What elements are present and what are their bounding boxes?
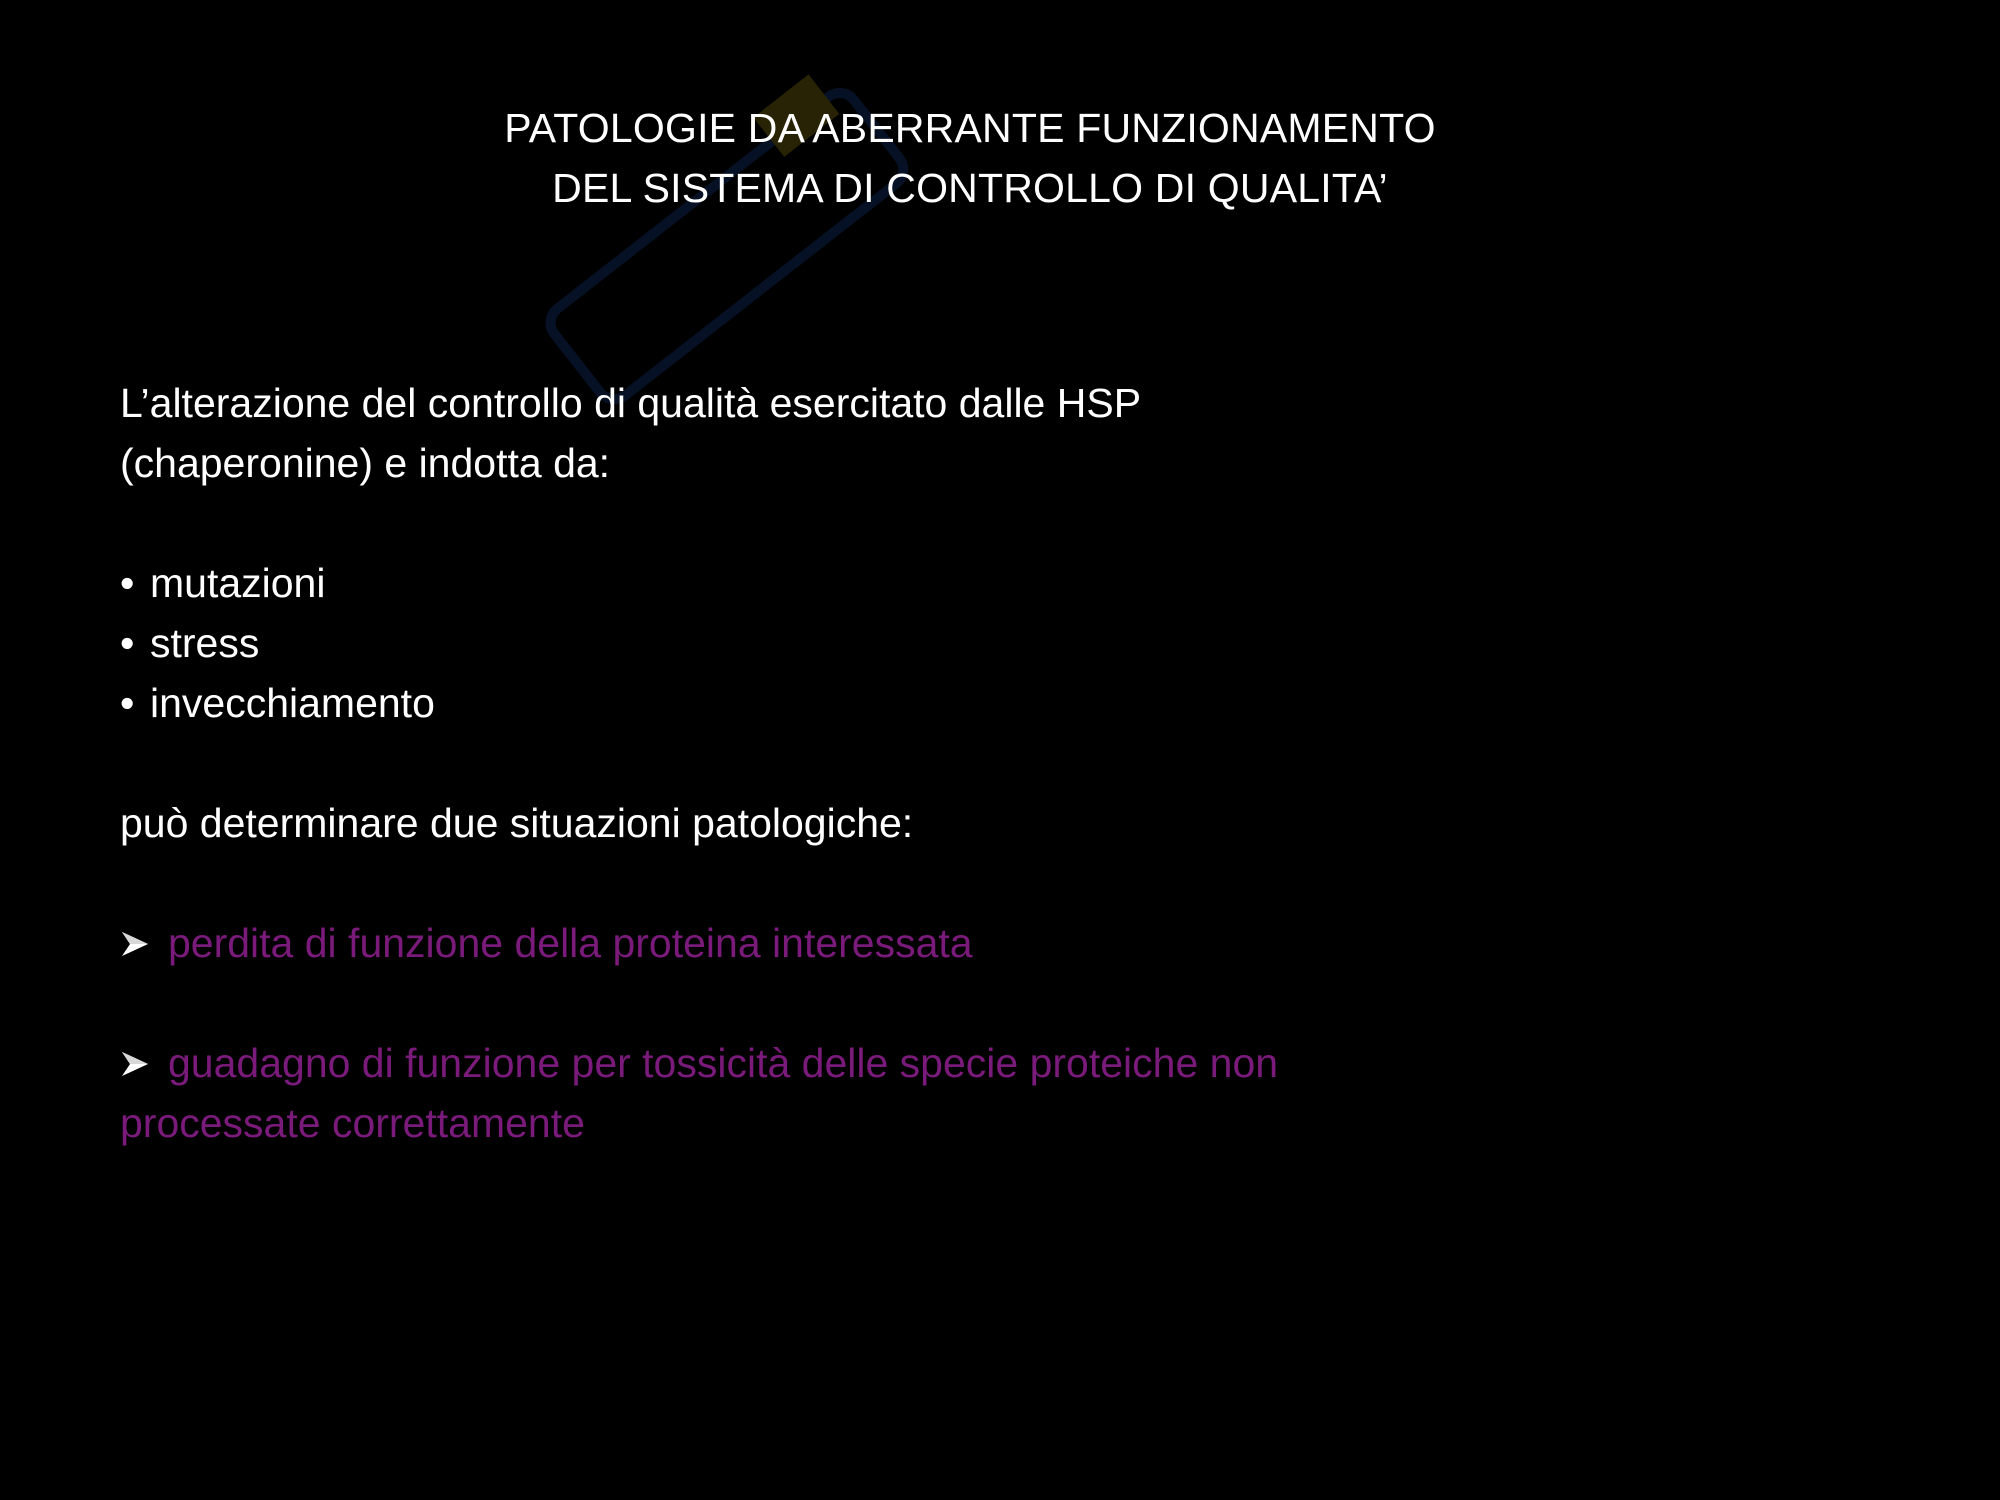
title-line-1: PATOLOGIE DA ABERRANTE FUNZIONAMENTO <box>504 105 1436 151</box>
bullet-icon: • <box>120 620 135 666</box>
outcome-label: guadagno di funzione per tossicità delle specie proteiche non <box>168 1040 1279 1086</box>
intro-line-1: L’alterazione del controllo di qualità esercitato dalle HSP <box>120 380 1142 426</box>
bullet-label: stress <box>150 620 260 666</box>
outcome-item-2 <box>120 1033 1880 1093</box>
bullet-item <box>120 613 1880 673</box>
bullet-label: mutazioni <box>150 560 326 606</box>
outcome-label: perdita di funzione della proteina interessata <box>168 920 973 966</box>
bullet-icon: • <box>120 680 135 726</box>
outcome-continuation: processate correttamente <box>120 1100 585 1146</box>
outcome-item-1 <box>120 913 1880 973</box>
arrow-icon <box>120 1049 150 1079</box>
bullet-item <box>120 553 1880 613</box>
bullet-icon: • <box>120 560 135 606</box>
bullet-item <box>120 673 1880 733</box>
arrow-icon <box>120 929 150 959</box>
title-line-2: DEL SISTEMA DI CONTROLLO DI QUALITA’ <box>552 165 1388 211</box>
consequence-text: può determinare due situazioni patologiche: <box>120 800 914 846</box>
slide-body <box>120 373 1880 1153</box>
intro-line-2: (chaperonine) e indotta da: <box>120 440 611 486</box>
slide-title <box>300 98 1640 218</box>
bullet-label: invecchiamento <box>150 680 435 726</box>
